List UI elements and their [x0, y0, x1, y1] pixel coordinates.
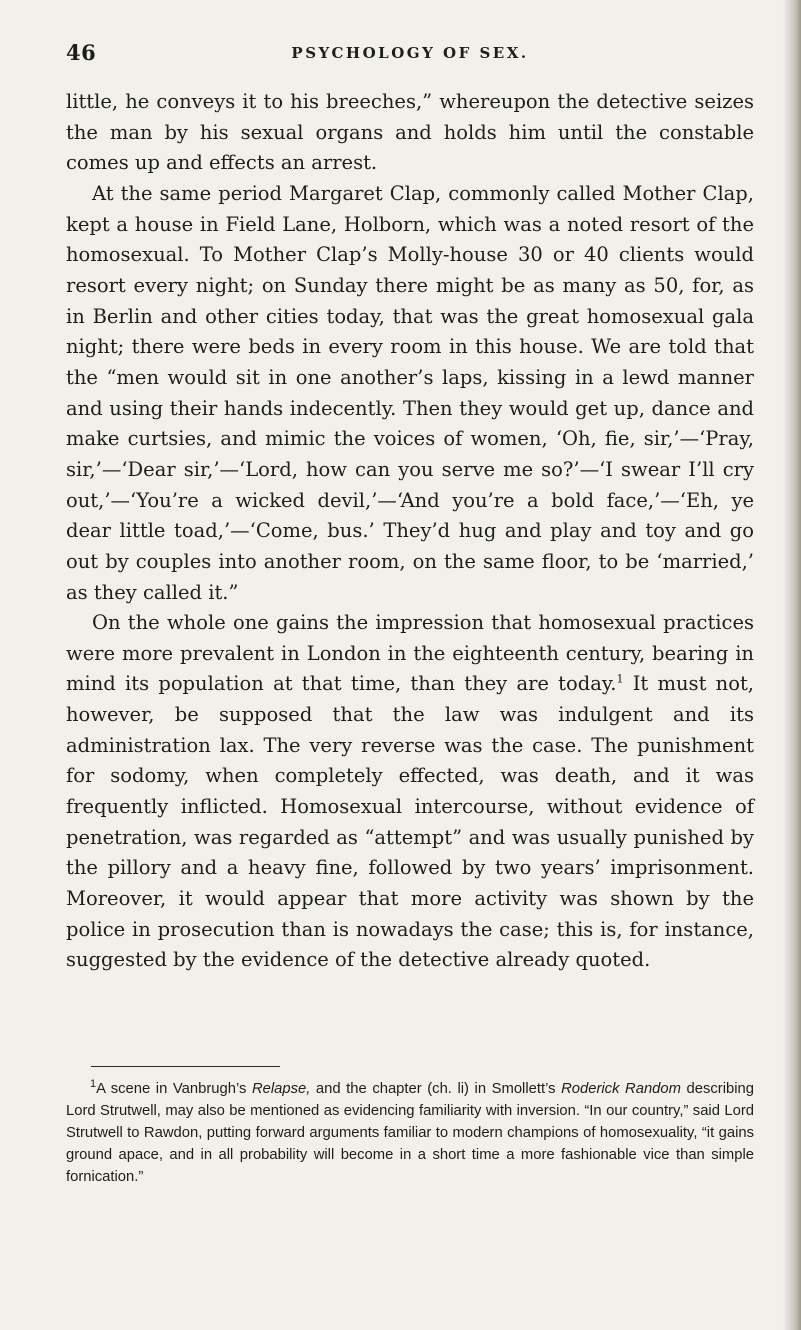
paragraph-mother-clap: At the same period Margaret Clap, commonly called Mother Clap, kept a house in Field Lane, Holborn, which was a noted resort of the homosexual. To Mother Clap’s Molly-house 30 or 40 clients would resort every night; on Sunday there might be as many as 50, for, as in Berlin and other cities today, that was the great homosexual gala night; there were beds in every room in this house. We are told that the “men would sit in one another’s laps, kissing in a lewd manner and using their hands indecently. Then they would get up, dance and make curtsies, and mimic the voices of women, ‘Oh, fie, sir,’—‘Pray, sir,’—‘Dear sir,’—‘Lord, how can you serve me so?’—‘I swear I’ll cry out,’—‘You’re a wicked devil,’—‘And you’re a bold face,’—‘Eh, ye dear little toad,’—‘Come, bus.’ They’d hug and play and toy and go out by couples into another room, on the same floor, to be ‘married,’ as they called it.”: [66, 181, 754, 604]
footnote: [66, 1078, 754, 1188]
page-edge-shadow: [783, 0, 801, 1330]
footnote-text-3: describing Lord Strutwell, may also be mentioned as evidencing familiarity with inversion. “In our country,” said Lord Strutwell to Rawdon, putting forward arguments familiar to modern champions of homosexuality, “it gains ground apace, and in all probability will become in a short time a more fashionable vice than simple fornication.”: [66, 1081, 754, 1185]
running-head: PSYCHOLOGY OF SEX.: [291, 44, 529, 62]
page-number: 46: [66, 40, 97, 65]
footnote-title-roderick-random: Roderick Random: [561, 1081, 681, 1097]
footnote-text-1: A scene in Vanbrugh’s: [96, 1081, 252, 1097]
footnote-marker: 1: [90, 1078, 97, 1091]
paragraph-continued: little, he conveys it to his breeches,” whereupon the detective seizes the man by his sexual organs and holds him until the constable comes up and effects an arrest.: [66, 90, 754, 175]
paragraph-law-text-before: On the whole one gains the impression that homosexual practices were more prevalent in London in the eighteenth century, bearing in mind its population at that time, than they are today.: [66, 611, 754, 696]
footnote-reference: 1: [616, 672, 624, 686]
paragraph-law-text-after: It must not, however, be supposed that the law was indulgent and its administration lax. The very reverse was the case. The punishment for sodomy, when completely effected, was death, and it was frequently inflicted. Homosexual intercourse, without evidence of penetration, was regarded as “attempt” and was usually punished by the pillory and a heavy fine, followed by two years’ imprisonment. Moreover, it would appear that more activity was shown by the police in prosecution than is nowadays the case; this is, for instance, suggested by the evidence of the detective already quoted.: [66, 672, 754, 972]
footnote-title-relapse: Relapse,: [251, 1081, 311, 1097]
page-header: [66, 40, 754, 74]
paragraph-law: [66, 608, 754, 976]
footnote-rule: [91, 1066, 280, 1067]
footnote-text-2: and the chapter (ch. li) in Smollett’s: [310, 1081, 562, 1097]
body-text: [66, 87, 754, 976]
